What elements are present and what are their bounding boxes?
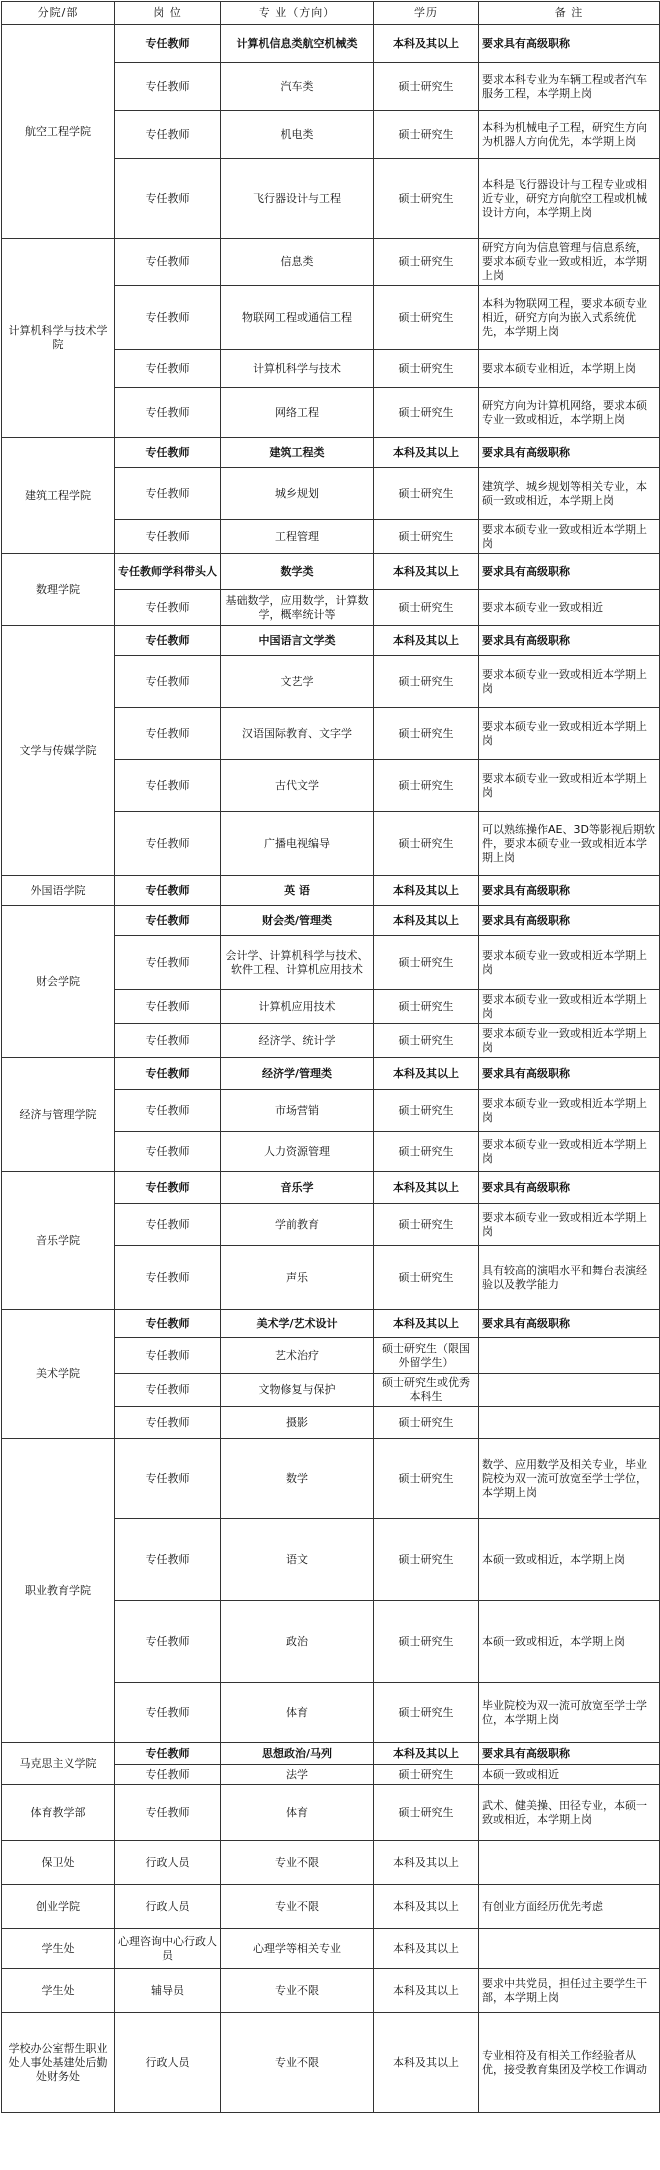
post-cell: 行政人员 (115, 1841, 221, 1885)
major-cell: 机电类 (221, 111, 374, 159)
header-education: 学历 (374, 2, 479, 25)
education-cell: 硕士研究生 (374, 1407, 479, 1439)
department-cell: 职业教育学院 (2, 1439, 115, 1743)
post-cell: 专任教师 (115, 25, 221, 63)
education-cell: 硕士研究生（限国外留学生） (374, 1338, 479, 1374)
department-cell: 保卫处 (2, 1841, 115, 1885)
table-body (2, 25, 660, 2113)
post-cell: 专任教师 (115, 468, 221, 520)
post-cell: 专任教师 (115, 708, 221, 760)
education-cell: 硕士研究生 (374, 1090, 479, 1132)
post-cell: 专任教师 (115, 1785, 221, 1841)
post-cell: 专任教师 (115, 111, 221, 159)
table-row (2, 1439, 660, 1519)
education-cell: 硕士研究生 (374, 1785, 479, 1841)
remarks-cell: 要求本硕专业一致或相近本学期上岗 (479, 1204, 660, 1246)
remarks-cell: 数学、应用数学及相关专业，毕业院校为双一流可放宽至学士学位，本学期上岗 (479, 1439, 660, 1519)
major-cell: 会计学、计算机科学与技术、软件工程、计算机应用技术 (221, 936, 374, 990)
department-cell: 美术学院 (2, 1310, 115, 1439)
department-cell: 航空工程学院 (2, 25, 115, 239)
major-cell: 体育 (221, 1785, 374, 1841)
major-cell: 数学 (221, 1439, 374, 1519)
major-cell: 飞行器设计与工程 (221, 159, 374, 239)
post-cell: 专任教师 (115, 812, 221, 876)
remarks-cell: 可以熟练操作AE、3D等影视后期软件，要求本硕专业一致或相近本学期上岗 (479, 812, 660, 876)
post-cell: 专任教师 (115, 1519, 221, 1601)
post-cell: 专任教师 (115, 159, 221, 239)
post-cell: 专任教师 (115, 63, 221, 111)
education-cell: 本科及其以上 (374, 2013, 479, 2113)
post-cell: 专任教师 (115, 1132, 221, 1172)
education-cell: 硕士研究生 (374, 590, 479, 626)
education-cell: 本科及其以上 (374, 906, 479, 936)
post-cell: 专任教师 (115, 438, 221, 468)
header-remarks: 备 注 (479, 2, 660, 25)
remarks-cell: 本科是飞行器设计与工程专业或相近专业，研究方向航空工程或机械设计方向，本学期上岗 (479, 159, 660, 239)
post-cell: 专任教师 (115, 239, 221, 286)
table-row (2, 438, 660, 468)
remarks-cell: 要求具有高级职称 (479, 1058, 660, 1090)
education-cell: 本科及其以上 (374, 1969, 479, 2013)
major-cell: 体育 (221, 1683, 374, 1743)
table-row (2, 1969, 660, 2013)
table-row (2, 239, 660, 286)
table-row (2, 626, 660, 656)
remarks-cell (479, 1841, 660, 1885)
major-cell: 广播电视编导 (221, 812, 374, 876)
post-cell: 专任教师 (115, 1439, 221, 1519)
post-cell: 专任教师 (115, 590, 221, 626)
post-cell: 专任教师 (115, 936, 221, 990)
education-cell: 硕士研究生 (374, 1246, 479, 1310)
post-cell: 辅导员 (115, 1969, 221, 2013)
post-cell: 专任教师 (115, 1407, 221, 1439)
table-row (2, 1743, 660, 1765)
major-cell: 英 语 (221, 876, 374, 906)
remarks-cell: 研究方向为信息管理与信息系统，要求本硕专业一致或相近，本学期上岗 (479, 239, 660, 286)
post-cell: 专任教师 (115, 286, 221, 350)
major-cell: 音乐学 (221, 1172, 374, 1204)
department-cell: 学校办公室帮生职业处人事处基建处后勤处财务处 (2, 2013, 115, 2113)
table-row (2, 554, 660, 590)
table-row (2, 1785, 660, 1841)
header-post: 岗 位 (115, 2, 221, 25)
major-cell: 专业不限 (221, 1969, 374, 2013)
education-cell: 本科及其以上 (374, 1172, 479, 1204)
remarks-cell: 要求中共党员，担任过主要学生干部，本学期上岗 (479, 1969, 660, 2013)
major-cell: 建筑工程类 (221, 438, 374, 468)
major-cell: 声乐 (221, 1246, 374, 1310)
remarks-cell: 要求本硕专业一致或相近本学期上岗 (479, 760, 660, 812)
major-cell: 经济学/管理类 (221, 1058, 374, 1090)
major-cell: 中国语言文学类 (221, 626, 374, 656)
education-cell: 本科及其以上 (374, 438, 479, 468)
remarks-cell: 要求具有高级职称 (479, 1743, 660, 1765)
education-cell: 本科及其以上 (374, 25, 479, 63)
header-row (2, 2, 660, 25)
major-cell: 数学类 (221, 554, 374, 590)
major-cell: 专业不限 (221, 1885, 374, 1929)
major-cell: 政治 (221, 1601, 374, 1683)
remarks-cell: 要求具有高级职称 (479, 25, 660, 63)
remarks-cell: 要求具有高级职称 (479, 1310, 660, 1338)
education-cell: 硕士研究生 (374, 1132, 479, 1172)
education-cell: 硕士研究生 (374, 812, 479, 876)
major-cell: 专业不限 (221, 1841, 374, 1885)
education-cell: 硕士研究生 (374, 760, 479, 812)
post-cell: 心理咨询中心行政人员 (115, 1929, 221, 1969)
education-cell: 硕士研究生 (374, 708, 479, 760)
remarks-cell: 本硕一致或相近，本学期上岗 (479, 1601, 660, 1683)
major-cell: 古代文学 (221, 760, 374, 812)
remarks-cell: 要求本硕专业一致或相近本学期上岗 (479, 936, 660, 990)
post-cell: 专任教师 (115, 1090, 221, 1132)
table-row (2, 876, 660, 906)
remarks-cell: 要求本硕专业一致或相近本学期上岗 (479, 1024, 660, 1058)
remarks-cell (479, 1407, 660, 1439)
education-cell: 硕士研究生 (374, 520, 479, 554)
education-cell: 硕士研究生 (374, 1204, 479, 1246)
remarks-cell: 要求本硕专业一致或相近本学期上岗 (479, 656, 660, 708)
major-cell: 城乡规划 (221, 468, 374, 520)
post-cell: 专任教师 (115, 1204, 221, 1246)
department-cell: 体育教学部 (2, 1785, 115, 1841)
major-cell: 思想政治/马列 (221, 1743, 374, 1765)
post-cell: 专任教师 (115, 906, 221, 936)
department-cell: 创业学院 (2, 1885, 115, 1929)
education-cell: 硕士研究生或优秀本科生 (374, 1374, 479, 1407)
remarks-cell: 要求具有高级职称 (479, 554, 660, 590)
education-cell: 硕士研究生 (374, 111, 479, 159)
major-cell: 文艺学 (221, 656, 374, 708)
education-cell: 本科及其以上 (374, 1058, 479, 1090)
education-cell: 硕士研究生 (374, 388, 479, 438)
major-cell: 计算机应用技术 (221, 990, 374, 1024)
department-cell: 音乐学院 (2, 1172, 115, 1310)
education-cell: 硕士研究生 (374, 159, 479, 239)
remarks-cell: 要求具有高级职称 (479, 1172, 660, 1204)
remarks-cell: 本科为物联网工程，要求本硕专业相近，研究方向为嵌入式系统优先，本学期上岗 (479, 286, 660, 350)
education-cell: 硕士研究生 (374, 1765, 479, 1785)
education-cell: 本科及其以上 (374, 626, 479, 656)
remarks-cell: 要求本硕专业一致或相近本学期上岗 (479, 520, 660, 554)
remarks-cell: 武术、健美操、田径专业，本硕一致或相近，本学期上岗 (479, 1785, 660, 1841)
major-cell: 经济学、统计学 (221, 1024, 374, 1058)
major-cell: 汉语国际教育、文字学 (221, 708, 374, 760)
post-cell: 专任教师 (115, 1601, 221, 1683)
education-cell: 本科及其以上 (374, 1885, 479, 1929)
header-dept: 分院/部 (2, 2, 115, 25)
remarks-cell: 要求本硕专业一致或相近本学期上岗 (479, 1132, 660, 1172)
table-row (2, 25, 660, 63)
department-cell: 学生处 (2, 1969, 115, 2013)
post-cell: 专任教师学科带头人 (115, 554, 221, 590)
education-cell: 硕士研究生 (374, 468, 479, 520)
post-cell: 专任教师 (115, 656, 221, 708)
remarks-cell: 要求本硕专业一致或相近 (479, 590, 660, 626)
education-cell: 硕士研究生 (374, 990, 479, 1024)
major-cell: 计算机科学与技术 (221, 350, 374, 388)
remarks-cell: 要求本硕专业一致或相近本学期上岗 (479, 708, 660, 760)
major-cell: 市场营销 (221, 1090, 374, 1132)
post-cell: 专任教师 (115, 1765, 221, 1785)
major-cell: 财会类/管理类 (221, 906, 374, 936)
major-cell: 物联网工程或通信工程 (221, 286, 374, 350)
post-cell: 专任教师 (115, 760, 221, 812)
major-cell: 文物修复与保护 (221, 1374, 374, 1407)
education-cell: 本科及其以上 (374, 876, 479, 906)
major-cell: 美术学/艺术设计 (221, 1310, 374, 1338)
education-cell: 硕士研究生 (374, 656, 479, 708)
table-row (2, 1929, 660, 1969)
remarks-cell: 本硕一致或相近 (479, 1765, 660, 1785)
education-cell: 本科及其以上 (374, 1841, 479, 1885)
education-cell: 本科及其以上 (374, 554, 479, 590)
remarks-cell (479, 1929, 660, 1969)
department-cell: 建筑工程学院 (2, 438, 115, 554)
remarks-cell: 本硕一致或相近，本学期上岗 (479, 1519, 660, 1601)
major-cell: 语文 (221, 1519, 374, 1601)
table-row (2, 2013, 660, 2113)
post-cell: 行政人员 (115, 2013, 221, 2113)
department-cell: 马克思主义学院 (2, 1743, 115, 1785)
education-cell: 硕士研究生 (374, 63, 479, 111)
post-cell: 专任教师 (115, 1058, 221, 1090)
remarks-cell: 毕业院校为双一流可放宽至学士学位，本学期上岗 (479, 1683, 660, 1743)
major-cell: 信息类 (221, 239, 374, 286)
education-cell: 本科及其以上 (374, 1310, 479, 1338)
education-cell: 硕士研究生 (374, 1519, 479, 1601)
post-cell: 专任教师 (115, 1743, 221, 1765)
major-cell: 法学 (221, 1765, 374, 1785)
post-cell: 专任教师 (115, 1683, 221, 1743)
major-cell: 汽车类 (221, 63, 374, 111)
remarks-cell: 要求具有高级职称 (479, 626, 660, 656)
major-cell: 人力资源管理 (221, 1132, 374, 1172)
major-cell: 基础数学，应用数学，计算数学，概率统计等 (221, 590, 374, 626)
major-cell: 心理学等相关专业 (221, 1929, 374, 1969)
department-cell: 文学与传媒学院 (2, 626, 115, 876)
department-cell: 计算机科学与技术学院 (2, 239, 115, 438)
remarks-cell: 建筑学、城乡规划等相关专业，本硕一致或相近，本学期上岗 (479, 468, 660, 520)
department-cell: 外国语学院 (2, 876, 115, 906)
remarks-cell: 研究方向为计算机网络，要求本硕专业一致或相近，本学期上岗 (479, 388, 660, 438)
table-row (2, 1310, 660, 1338)
major-cell: 艺术治疗 (221, 1338, 374, 1374)
major-cell: 工程管理 (221, 520, 374, 554)
header-major: 专 业（方向） (221, 2, 374, 25)
recruitment-table (1, 1, 660, 2113)
education-cell: 硕士研究生 (374, 936, 479, 990)
remarks-cell: 要求本硕专业相近，本学期上岗 (479, 350, 660, 388)
department-cell: 经济与管理学院 (2, 1058, 115, 1172)
remarks-cell: 本科为机械电子工程，研究生方向为机器人方向优先，本学期上岗 (479, 111, 660, 159)
post-cell: 专任教师 (115, 876, 221, 906)
major-cell: 专业不限 (221, 2013, 374, 2113)
post-cell: 专任教师 (115, 1338, 221, 1374)
education-cell: 硕士研究生 (374, 286, 479, 350)
table-row (2, 906, 660, 936)
post-cell: 专任教师 (115, 1374, 221, 1407)
table-row (2, 1058, 660, 1090)
post-cell: 专任教师 (115, 1310, 221, 1338)
post-cell: 专任教师 (115, 1024, 221, 1058)
remarks-cell: 要求本硕专业一致或相近本学期上岗 (479, 990, 660, 1024)
major-cell: 计算机信息类航空机械类 (221, 25, 374, 63)
education-cell: 硕士研究生 (374, 350, 479, 388)
major-cell: 网络工程 (221, 388, 374, 438)
department-cell: 数理学院 (2, 554, 115, 626)
remarks-cell: 有创业方面经历优先考虑 (479, 1885, 660, 1929)
remarks-cell: 要求本科专业为车辆工程或者汽车服务工程，本学期上岗 (479, 63, 660, 111)
post-cell: 专任教师 (115, 1246, 221, 1310)
post-cell: 专任教师 (115, 990, 221, 1024)
remarks-cell: 要求本硕专业一致或相近本学期上岗 (479, 1090, 660, 1132)
post-cell: 专任教师 (115, 388, 221, 438)
remarks-cell: 具有较高的演唱水平和舞台表演经验以及教学能力 (479, 1246, 660, 1310)
remarks-cell: 专业相符及有相关工作经验者从优，接受教育集团及学校工作调动 (479, 2013, 660, 2113)
post-cell: 专任教师 (115, 626, 221, 656)
remarks-cell (479, 1374, 660, 1407)
department-cell: 学生处 (2, 1929, 115, 1969)
remarks-cell: 要求具有高级职称 (479, 876, 660, 906)
table-row (2, 1172, 660, 1204)
education-cell: 硕士研究生 (374, 1439, 479, 1519)
remarks-cell (479, 1338, 660, 1374)
post-cell: 行政人员 (115, 1885, 221, 1929)
post-cell: 专任教师 (115, 1172, 221, 1204)
remarks-cell: 要求具有高级职称 (479, 906, 660, 936)
education-cell: 硕士研究生 (374, 239, 479, 286)
major-cell: 学前教育 (221, 1204, 374, 1246)
major-cell: 摄影 (221, 1407, 374, 1439)
post-cell: 专任教师 (115, 350, 221, 388)
table-row (2, 1885, 660, 1929)
education-cell: 本科及其以上 (374, 1743, 479, 1765)
post-cell: 专任教师 (115, 520, 221, 554)
education-cell: 硕士研究生 (374, 1024, 479, 1058)
remarks-cell: 要求具有高级职称 (479, 438, 660, 468)
education-cell: 硕士研究生 (374, 1683, 479, 1743)
education-cell: 硕士研究生 (374, 1601, 479, 1683)
department-cell: 财会学院 (2, 906, 115, 1058)
table-row (2, 1841, 660, 1885)
education-cell: 本科及其以上 (374, 1929, 479, 1969)
